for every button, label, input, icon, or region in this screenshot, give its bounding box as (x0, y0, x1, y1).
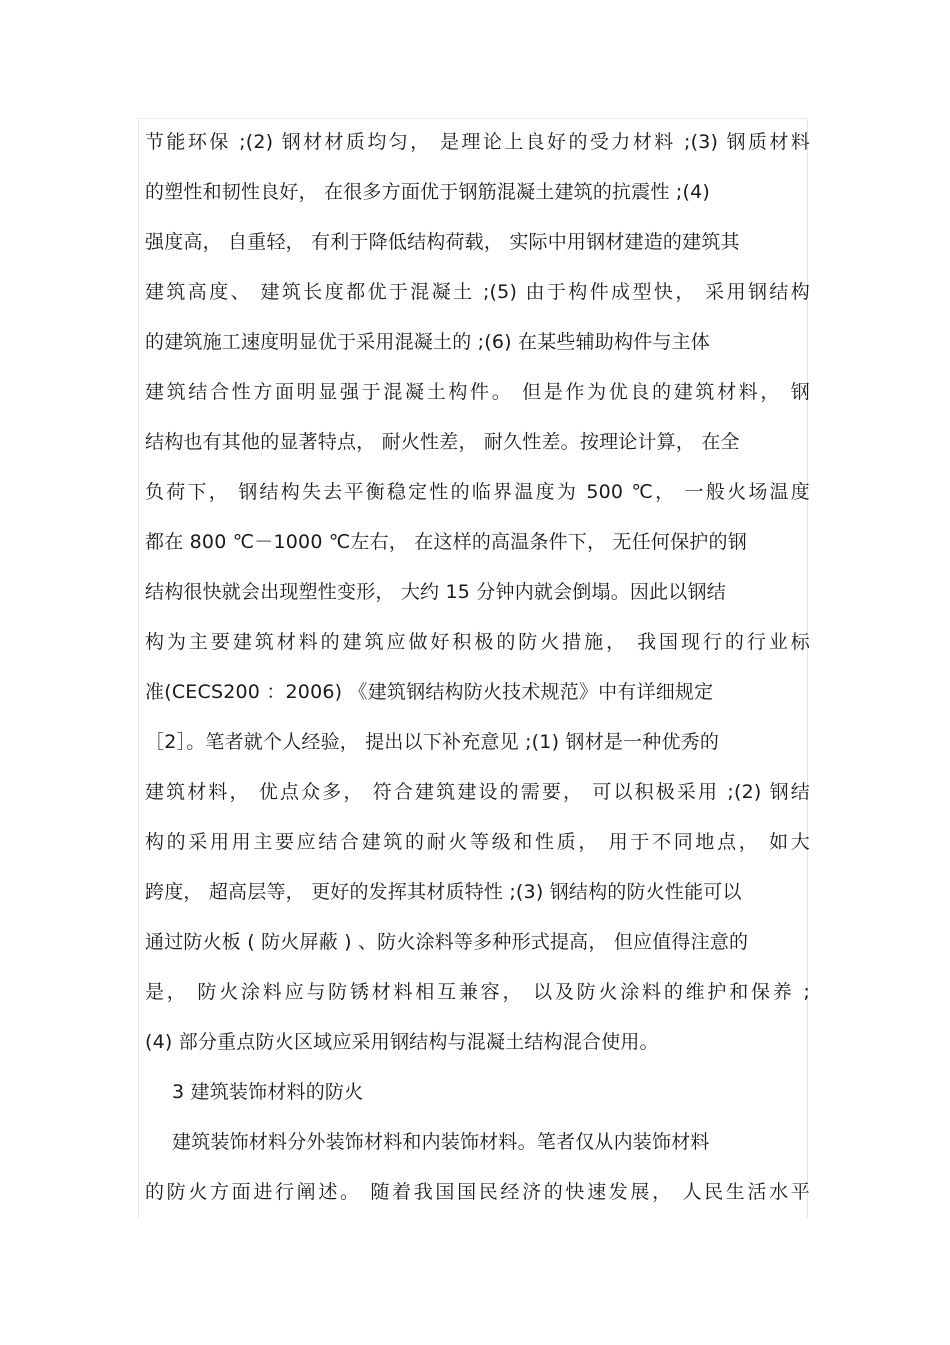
text-line: ［2］。笔者就个人经验， 提出以下补充意见 ;(1) 钢材是一种优秀的 (145, 731, 720, 753)
text-line: 的塑性和韧性良好， 在很多方面优于钢筋混凝土建筑的抗震性 ;(4) (145, 181, 710, 203)
text-line: 构的采用用主要应结合建筑的耐火等级和性质， 用于不同地点， 如大 (145, 831, 810, 853)
text-line: 的建筑施工速度明显优于采用混凝土的 ;(6) 在某些辅助构件与主体 (145, 331, 710, 353)
text-line: 结构很快就会出现塑性变形， 大约 15 分钟内就会倒塌。因此以钢结 (145, 581, 726, 603)
text-line: 通过防火板 ( 防火屏蔽 ) 、防火涂料等多种形式提高， 但应值得注意的 (145, 931, 749, 953)
text-line: 建筑材料， 优点众多， 符合建筑建设的需要， 可以积极采用 ;(2) 钢结 (145, 781, 810, 803)
text-line: 建筑结合性方面明显强于混凝土构件。 但是作为优良的建筑材料， 钢 (145, 381, 810, 403)
text-line: 强度高， 自重轻， 有利于降低结构荷载， 实际中用钢材建造的建筑其 (145, 231, 740, 253)
text-line: 结构也有其他的显著特点， 耐火性差， 耐久性差。按理论计算， 在全 (145, 431, 740, 453)
text-line: 建筑装饰材料分外装饰材料和内装饰材料。笔者仅从内装饰材料 (172, 1131, 710, 1153)
text-line: 构为主要建筑材料的建筑应做好积极的防火措施， 我国现行的行业标 (145, 631, 810, 653)
text-line: 准(CECS200 ：2006) 《建筑钢结构防火技术规范》中有详细规定 (145, 681, 714, 703)
text-line: 跨度， 超高层等， 更好的发挥其材质特性 ;(3) 钢结构的防火性能可以 (145, 881, 742, 903)
text-line: 负荷下， 钢结构失去平衡稳定性的临界温度为 500 ℃， 一般火场温度 (145, 481, 810, 503)
text-line: 都在 800 ℃－1000 ℃左右， 在这样的高温条件下， 无任何保护的钢 (145, 531, 747, 553)
text-line: 的防火方面进行阐述。 随着我国国民经济的快速发展， 人民生活水平 (145, 1181, 810, 1203)
text-line: 建筑高度、 建筑长度都优于混凝土 ;(5) 由于构件成型快， 采用钢结构 (145, 281, 810, 303)
text-line: 是， 防火涂料应与防锈材料相互兼容， 以及防火涂料的维护和保养 ; (145, 981, 810, 1003)
text-line: (4) 部分重点防火区域应采用钢结构与混凝土结构混合使用。 (145, 1031, 659, 1053)
text-line: 节能环保 ;(2) 钢材材质均匀， 是理论上良好的受力材料 ;(3) 钢质材料 (145, 131, 810, 153)
section-heading: 3 建筑装饰材料的防火 (172, 1081, 364, 1103)
